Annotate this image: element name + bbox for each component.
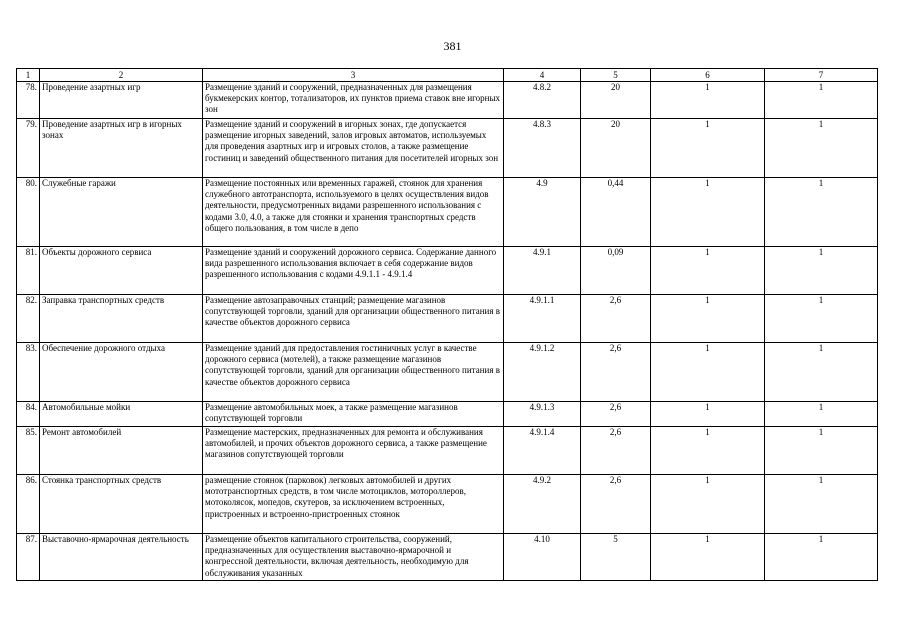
- use-name: Служебные гаражи: [40, 178, 203, 247]
- use-name: Обеспечение дорожного отдыха: [40, 343, 203, 402]
- col7-value: 1: [765, 247, 878, 295]
- col6-value: 1: [651, 402, 765, 427]
- col5-value: 5: [581, 534, 651, 581]
- col5-value: 2,6: [581, 295, 651, 343]
- col7-value: 1: [765, 119, 878, 178]
- row-number: 86.: [17, 475, 40, 534]
- row-number: 83.: [17, 343, 40, 402]
- header-cell: 4: [504, 69, 581, 82]
- col5-value: 2,6: [581, 427, 651, 475]
- col6-value: 1: [651, 427, 765, 475]
- col6-value: 1: [651, 178, 765, 247]
- col6-value: 1: [651, 475, 765, 534]
- use-description: Размещение постоянных или временных гаражей, стоянок для хранения служебного автотранспорта, используемого в целях осуществления видов деятельности, предусмотренных видами разрешенного использования с кодами 3.0, 4.0, а также для стоянки и хранения транспортных средств общего пользования, в том числе в депо: [203, 178, 504, 247]
- use-description: Размещение автозаправочных станций; размещение магазинов сопутствующей торговли, зданий для организации общественного питания в качестве объектов дорожного сервиса: [203, 295, 504, 343]
- use-description: размещение стоянок (парковок) легковых автомобилей и других мототранспортных средств, в том числе мотоциклов, мотороллеров, мотоколясок, мопедов, скутеров, за исключением встроенных, пристроенных и встроенно-пристроенных стоянок: [203, 475, 504, 534]
- col5-value: 2,6: [581, 475, 651, 534]
- use-name: Автомобильные мойки: [40, 402, 203, 427]
- use-code: 4.9.1.1: [504, 295, 581, 343]
- use-code: 4.10: [504, 534, 581, 581]
- table-row: [17, 475, 878, 534]
- col5-value: 0,09: [581, 247, 651, 295]
- page-number: 381: [443, 39, 462, 53]
- col7-value: 1: [765, 295, 878, 343]
- header-cell: 7: [765, 69, 878, 82]
- use-description: Размещение объектов капитального строительства, сооружений, предназначенных для осуществления выставочно-ярмарочной и конгрессной деятельности, включая деятельность, необходимую для обслуживания указанных: [203, 534, 504, 581]
- table-row: [17, 402, 878, 427]
- col6-value: 1: [651, 295, 765, 343]
- use-description: Размещение зданий и сооружений дорожного сервиса. Содержание данного вида разрешенного использования включает в себя содержание видов разрешенного использования с кодами 4.9.1.1 - 4.9.1.4: [203, 247, 504, 295]
- col7-value: 1: [765, 343, 878, 402]
- table-row: [17, 247, 878, 295]
- header-row: [17, 69, 878, 82]
- use-code: 4.9.1: [504, 247, 581, 295]
- table-row: [17, 534, 878, 581]
- header-cell: 5: [581, 69, 651, 82]
- col7-value: 1: [765, 534, 878, 581]
- use-description: Размещение зданий и сооружений в игорных зонах, где допускается размещение игорных заведений, залов игровых автоматов, используемых для проведения азартных игр и игровых столов, а также размещение гостиниц и заведений общественного питания для посетителей игорных зон: [203, 119, 504, 178]
- col6-value: 1: [651, 82, 765, 119]
- header-cell: 6: [651, 69, 765, 82]
- header-cell: 3: [203, 69, 504, 82]
- row-number: 87.: [17, 534, 40, 581]
- use-code: 4.9.2: [504, 475, 581, 534]
- row-number: 81.: [17, 247, 40, 295]
- row-number: 79.: [17, 119, 40, 178]
- table-row: [17, 119, 878, 178]
- use-code: 4.8.3: [504, 119, 581, 178]
- col6-value: 1: [651, 119, 765, 178]
- col6-value: 1: [651, 534, 765, 581]
- row-number: 80.: [17, 178, 40, 247]
- land-use-table: [16, 68, 878, 581]
- table-row: [17, 178, 878, 247]
- col7-value: 1: [765, 427, 878, 475]
- col6-value: 1: [651, 343, 765, 402]
- col7-value: 1: [765, 82, 878, 119]
- col5-value: 0,44: [581, 178, 651, 247]
- col7-value: 1: [765, 178, 878, 247]
- table-row: [17, 82, 878, 119]
- col7-value: 1: [765, 475, 878, 534]
- use-name: Стоянка транспортных средств: [40, 475, 203, 534]
- use-code: 4.8.2: [504, 82, 581, 119]
- use-code: 4.9.1.3: [504, 402, 581, 427]
- use-name: Выставочно-ярмарочная деятельность: [40, 534, 203, 581]
- use-name: Ремонт автомобилей: [40, 427, 203, 475]
- header-cell: 1: [17, 69, 40, 82]
- use-name: Проведение азартных игр: [40, 82, 203, 119]
- table-row: [17, 295, 878, 343]
- col5-value: 20: [581, 119, 651, 178]
- use-description: Размещение зданий для предоставления гостиничных услуг в качестве дорожного сервиса (мотелей), а также размещение магазинов сопутствующей торговли, зданий для организации общественного питания в качестве объектов дорожного сервиса: [203, 343, 504, 402]
- use-description: Размещение автомобильных моек, а также размещение магазинов сопутствующей торговли: [203, 402, 504, 427]
- table-row: [17, 427, 878, 475]
- use-name: Проведение азартных игр в игорных зонах: [40, 119, 203, 178]
- row-number: 84.: [17, 402, 40, 427]
- col5-value: 2,6: [581, 343, 651, 402]
- col7-value: 1: [765, 402, 878, 427]
- use-code: 4.9.1.2: [504, 343, 581, 402]
- col5-value: 20: [581, 82, 651, 119]
- use-name: Объекты дорожного сервиса: [40, 247, 203, 295]
- use-name: Заправка транспортных средств: [40, 295, 203, 343]
- use-description: Размещение мастерских, предназначенных для ремонта и обслуживания автомобилей, и прочих объектов дорожного сервиса, а также размещение магазинов сопутствующей торговли: [203, 427, 504, 475]
- col5-value: 2,6: [581, 402, 651, 427]
- header-cell: 2: [40, 69, 203, 82]
- row-number: 85.: [17, 427, 40, 475]
- use-description: Размещение зданий и сооружений, предназначенных для размещения букмекерских контор, тотализаторов, их пунктов приема ставок вне игорных зон: [203, 82, 504, 119]
- use-code: 4.9: [504, 178, 581, 247]
- col6-value: 1: [651, 247, 765, 295]
- row-number: 82.: [17, 295, 40, 343]
- table-row: [17, 343, 878, 402]
- use-code: 4.9.1.4: [504, 427, 581, 475]
- row-number: 78.: [17, 82, 40, 119]
